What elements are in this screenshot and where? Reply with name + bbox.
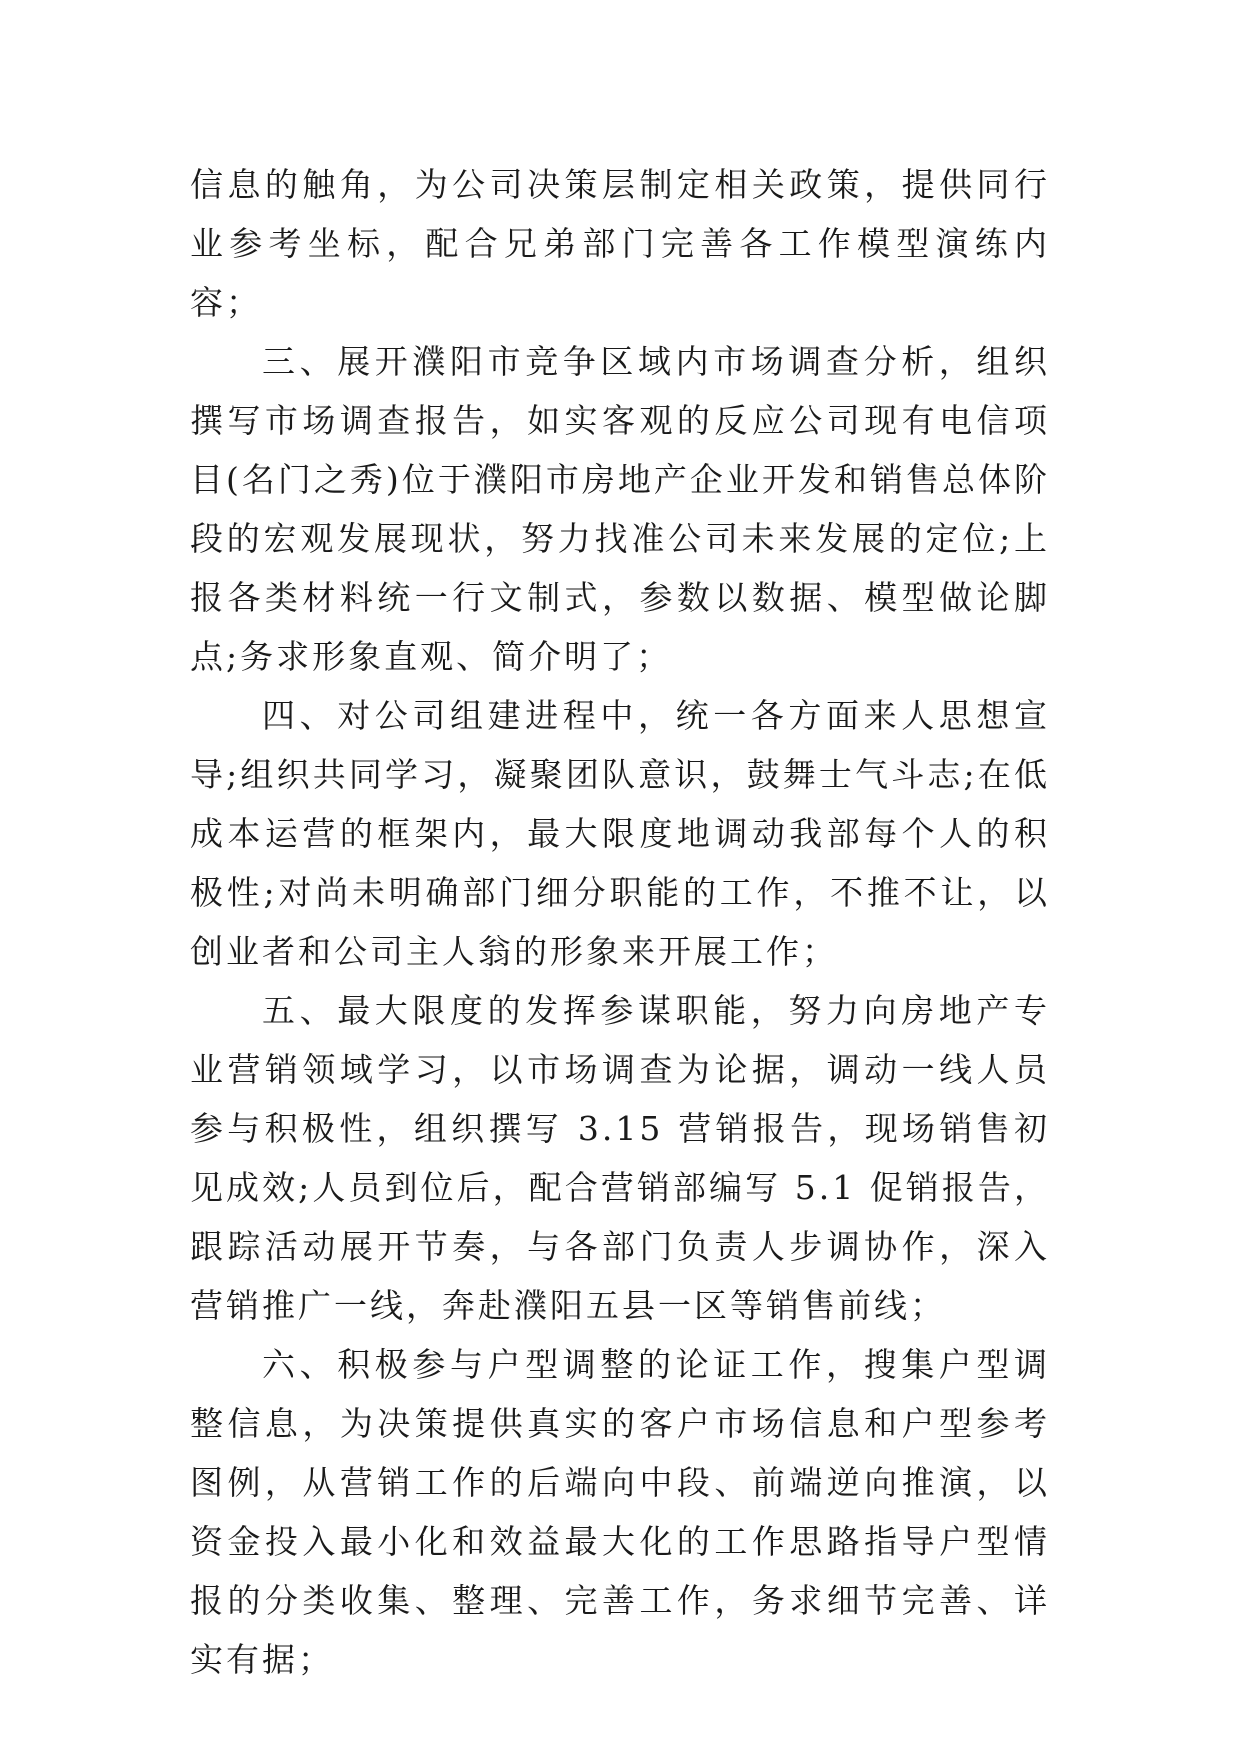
- paragraph-item-5: 五、最大限度的发挥参谋职能，努力向房地产专业营销领域学习，以市场调查为论据，调动一线人员参与积极性，组织撰写 3.15 营销报告，现场销售初见成效;人员到位后，配合营销部编写 5.1 促销报告，跟踪活动展开节奏，与各部门负责人步调协作，深入营销推广一线，奔赴濮阳五县一区等销售前线；: [190, 991, 1050, 1325]
- document-body: [190, 155, 1050, 1689]
- paragraph-item-6: 六、积极参与户型调整的论证工作，搜集户型调整信息，为决策提供真实的客户市场信息和户型参考图例，从营销工作的后端向中段、前端逆向推演，以资金投入最小化和效益最大化的工作思路指导户型情报的分类收集、整理、完善工作，务求细节完善、详实有据；: [190, 1345, 1050, 1679]
- paragraph-item-3: 三、展开濮阳市竞争区域内市场调查分析，组织撰写市场调查报告，如实客观的反应公司现有电信项目(名门之秀)位于濮阳市房地产企业开发和销售总体阶段的宏观发展现状，努力找准公司未来发展的定位;上报各类材料统一行文制式，参数以数据、模型做论脚点;务求形象直观、简介明了；: [190, 342, 1050, 676]
- paragraph-continuation: 信息的触角，为公司决策层制定相关政策，提供同行业参考坐标，配合兄弟部门完善各工作模型演练内容；: [190, 165, 1050, 322]
- paragraph-item-4: 四、对公司组建进程中，统一各方面来人思想宣导;组织共同学习，凝聚团队意识，鼓舞士气斗志;在低成本运营的框架内，最大限度地调动我部每个人的积极性;对尚未明确部门细分职能的工作，不推不让，以创业者和公司主人翁的形象来开展工作；: [190, 696, 1050, 971]
